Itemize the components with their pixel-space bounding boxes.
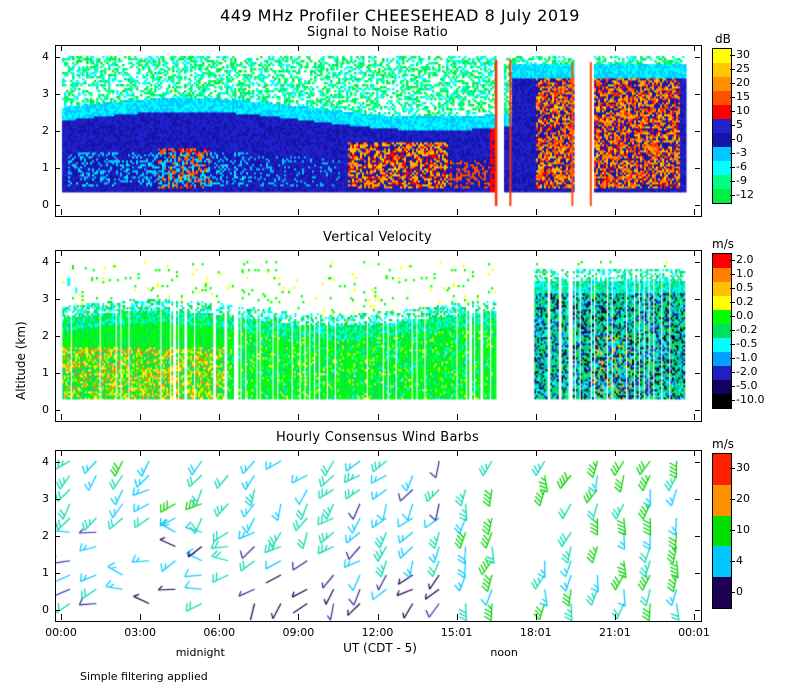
colorbar-tick-label: -10.0	[736, 393, 765, 406]
colorbar-tick-label: 0.0	[736, 309, 754, 322]
x-tick	[61, 209, 62, 215]
x-tick	[378, 45, 379, 51]
x-tick	[61, 614, 62, 620]
colorbar-tick	[730, 561, 735, 562]
page-title: 449 MHz Profiler CHEESEHEAD 8 July 2019	[220, 6, 580, 25]
colorbar-swatch	[713, 147, 731, 161]
colorbar-tick-label: -2.0	[736, 365, 758, 378]
y-axis-label: Altitude (km)	[14, 321, 28, 400]
y-tick	[695, 57, 700, 58]
colorbar-tick	[730, 167, 735, 168]
x-tick	[615, 209, 616, 215]
colorbar-tick	[730, 288, 735, 289]
colorbar-tick-label: -9	[736, 174, 747, 187]
x-tick	[378, 450, 379, 456]
colorbar-tick-label: 0.2	[736, 295, 754, 308]
x-tick	[298, 250, 299, 256]
y-tick-label: 2	[42, 124, 49, 137]
y-tick	[695, 573, 700, 574]
y-tick-label: 1	[42, 566, 49, 579]
x-tick-label: 12:00	[361, 626, 394, 639]
y-tick	[695, 131, 700, 132]
colorbar-swatch	[713, 454, 731, 485]
panel-title-vvel: Vertical Velocity	[323, 230, 432, 245]
x-tick	[536, 209, 537, 215]
y-tick-label: 2	[42, 529, 49, 542]
colorbar-swatch	[713, 310, 731, 324]
x-tick	[615, 414, 616, 420]
x-tick-label: 00:00	[45, 626, 77, 639]
x-tick	[378, 414, 379, 420]
x-tick-label: 18:01	[519, 626, 552, 639]
y-tick	[55, 131, 60, 132]
x-tick	[61, 414, 62, 420]
x-tick	[536, 250, 537, 256]
x-tick	[378, 250, 379, 256]
colorbar-tick	[730, 330, 735, 331]
x-tick	[61, 45, 62, 51]
x-tick	[694, 209, 695, 215]
colorbar-tick	[730, 302, 735, 303]
colorbar-swatch	[713, 133, 731, 147]
x-tick-label: 03:00	[124, 626, 156, 639]
colorbar-tick	[730, 125, 735, 126]
x-tick	[694, 450, 695, 456]
colorbar-swatch	[713, 161, 731, 175]
colorbar-tick	[730, 358, 735, 359]
colorbar-swatch	[713, 189, 731, 203]
colorbar-swatch	[713, 282, 731, 296]
y-tick-label: 4	[42, 255, 49, 268]
y-tick	[695, 94, 700, 95]
y-tick	[695, 299, 700, 300]
colorbar-swatch	[713, 394, 731, 408]
x-tick	[219, 414, 220, 420]
x-axis-note: midnight	[175, 646, 225, 659]
x-tick	[536, 414, 537, 420]
x-tick	[140, 209, 141, 215]
y-tick	[695, 499, 700, 500]
y-tick	[55, 299, 60, 300]
y-tick	[695, 205, 700, 206]
y-tick-label: 3	[42, 292, 49, 305]
x-tick	[457, 45, 458, 51]
y-tick	[695, 373, 700, 374]
colorbar-swatch	[713, 268, 731, 282]
y-tick-label: 0	[42, 403, 49, 416]
y-tick-label: 1	[42, 161, 49, 174]
panel-title-barbs: Hourly Consensus Wind Barbs	[275, 430, 480, 445]
x-tick	[219, 209, 220, 215]
colorbar-swatch	[713, 577, 731, 608]
colorbar-swatch	[713, 77, 731, 91]
x-tick	[140, 45, 141, 51]
y-tick	[695, 168, 700, 169]
x-tick	[61, 450, 62, 456]
colorbar-tick-label: 20	[736, 76, 750, 89]
x-tick	[536, 450, 537, 456]
plot-area-snr	[55, 45, 702, 217]
x-tick	[219, 614, 220, 620]
colorbar-tick	[730, 592, 735, 593]
colorbar-tick	[730, 181, 735, 182]
y-tick-label: 0	[42, 198, 49, 211]
panel-barbs	[55, 430, 700, 620]
x-tick	[694, 614, 695, 620]
colorbar-swatch	[713, 175, 731, 189]
y-tick	[55, 499, 60, 500]
colorbar-tick-label: 10	[736, 523, 750, 536]
y-tick	[695, 462, 700, 463]
colorbar-tick-label: 0.5	[736, 281, 754, 294]
plot-area-barbs	[55, 450, 702, 622]
colorbar-tick-label: 0	[736, 584, 743, 598]
colorbar-tick	[730, 55, 735, 56]
y-tick	[55, 536, 60, 537]
colorbar-tick	[730, 499, 735, 500]
colorbar-swatch	[713, 105, 731, 119]
x-tick	[378, 209, 379, 215]
y-tick	[55, 57, 60, 58]
colorbar-tick-label: -12	[736, 188, 754, 201]
x-tick-label: 15:01	[440, 626, 473, 639]
colorbar-tick	[730, 83, 735, 84]
x-tick	[61, 250, 62, 256]
y-tick	[695, 610, 700, 611]
x-tick	[694, 250, 695, 256]
colorbar-swatch	[713, 63, 731, 77]
y-tick	[55, 94, 60, 95]
x-tick	[457, 250, 458, 256]
x-tick-label: 09:00	[282, 626, 315, 639]
x-tick	[140, 450, 141, 456]
x-tick	[298, 45, 299, 51]
colorbar-tick	[730, 260, 735, 261]
y-tick	[695, 262, 700, 263]
y-tick-label: 1	[42, 366, 49, 379]
y-tick	[55, 610, 60, 611]
y-tick	[695, 336, 700, 337]
x-tick-label: 06:00	[203, 626, 236, 639]
panel-title-snr: Signal to Noise Ratio	[306, 25, 449, 40]
x-tick	[536, 614, 537, 620]
colorbar-tick-label: -6	[736, 160, 747, 173]
plot-area-vvel	[55, 250, 702, 422]
x-tick	[615, 450, 616, 456]
colorbar-swatch	[713, 352, 731, 366]
x-tick	[219, 450, 220, 456]
y-tick-label: 3	[42, 87, 49, 100]
colorbar-tick-label: -1.0	[736, 351, 758, 364]
y-tick	[55, 168, 60, 169]
x-tick	[140, 614, 141, 620]
y-tick-label: 4	[42, 455, 49, 468]
colorbar-tick	[730, 468, 735, 469]
colorbar-tick	[730, 316, 735, 317]
x-tick	[298, 209, 299, 215]
y-tick	[695, 410, 700, 411]
x-tick	[298, 450, 299, 456]
x-tick	[615, 614, 616, 620]
colorbar-tick	[730, 344, 735, 345]
panel-vvel	[55, 230, 700, 420]
colorbar-swatch	[713, 296, 731, 310]
y-tick	[55, 336, 60, 337]
colorbar-tick	[730, 400, 735, 401]
colorbar-swatch	[713, 485, 731, 516]
colorbar-tick	[730, 195, 735, 196]
y-tick-label: 4	[42, 50, 49, 63]
colorbar-tick-label: 30	[736, 461, 750, 475]
colorbar-tick	[730, 69, 735, 70]
colorbar-tick	[730, 139, 735, 140]
x-tick	[140, 250, 141, 256]
x-tick	[615, 250, 616, 256]
x-tick	[219, 45, 220, 51]
colorbar-tick	[730, 530, 735, 531]
y-tick	[55, 205, 60, 206]
y-tick	[55, 262, 60, 263]
x-tick	[694, 414, 695, 420]
x-tick	[536, 45, 537, 51]
x-tick-label: 21:01	[599, 626, 631, 639]
colorbar-swatch	[713, 324, 731, 338]
x-tick	[694, 45, 695, 51]
x-tick	[219, 250, 220, 256]
colorbar-tick-label: -3	[736, 146, 747, 159]
colorbar-tick	[730, 386, 735, 387]
colorbar-tick	[730, 153, 735, 154]
colorbar-tick-label: 4	[736, 553, 743, 567]
colorbar-swatch	[713, 380, 731, 394]
x-tick	[457, 414, 458, 420]
y-tick-label: 3	[42, 492, 49, 505]
colorbar-tick-label: 10	[736, 104, 750, 117]
colorbar-swatch	[713, 119, 731, 133]
y-tick-label: 0	[42, 603, 49, 616]
colorbar-tick-label: 15	[736, 90, 750, 103]
colorbar-tick-label: -5.0	[736, 379, 758, 392]
colorbar-tick-label: 30	[736, 48, 750, 61]
colorbar-swatch	[713, 338, 731, 352]
y-tick	[55, 373, 60, 374]
colorbar-tick	[730, 274, 735, 275]
colorbar-tick	[730, 97, 735, 98]
colorbar-tick-label: 20	[736, 492, 750, 506]
colorbar-tick	[730, 111, 735, 112]
colorbar-swatch	[713, 91, 731, 105]
x-tick	[378, 614, 379, 620]
colorbar-swatch	[713, 366, 731, 380]
x-axis-note: noon	[490, 646, 518, 659]
x-tick-label: 00:01	[678, 626, 710, 639]
x-tick	[140, 414, 141, 420]
colorbar-units-vvel: m/s	[712, 237, 734, 251]
colorbar-tick-label: 5	[736, 118, 743, 131]
colorbar-swatch	[713, 516, 731, 547]
colorbar-units-barbs: m/s	[712, 437, 734, 451]
colorbar-tick-label: 2.0	[736, 253, 754, 266]
x-tick	[298, 614, 299, 620]
y-tick	[55, 462, 60, 463]
colorbar-units-snr: dB	[715, 32, 731, 46]
panel-snr	[55, 25, 700, 215]
x-tick	[457, 614, 458, 620]
x-tick	[298, 414, 299, 420]
colorbar-swatch	[713, 49, 731, 63]
colorbar-tick-label: 1.0	[736, 267, 754, 280]
colorbar-swatch	[713, 254, 731, 268]
colorbar-tick-label: -0.5	[736, 337, 758, 350]
x-tick	[615, 45, 616, 51]
x-tick	[457, 209, 458, 215]
colorbar-swatch	[713, 546, 731, 577]
y-tick-label: 2	[42, 329, 49, 342]
colorbar-tick-label: 0	[736, 132, 743, 145]
y-tick	[55, 410, 60, 411]
colorbar-tick-label: 25	[736, 62, 750, 75]
colorbar-tick-label: -0.2	[736, 323, 758, 336]
x-tick	[457, 450, 458, 456]
filter-note: Simple filtering applied	[80, 670, 208, 683]
x-axis-label: UT (CDT - 5)	[343, 641, 417, 655]
y-tick	[55, 573, 60, 574]
y-tick	[695, 536, 700, 537]
colorbar-tick	[730, 372, 735, 373]
